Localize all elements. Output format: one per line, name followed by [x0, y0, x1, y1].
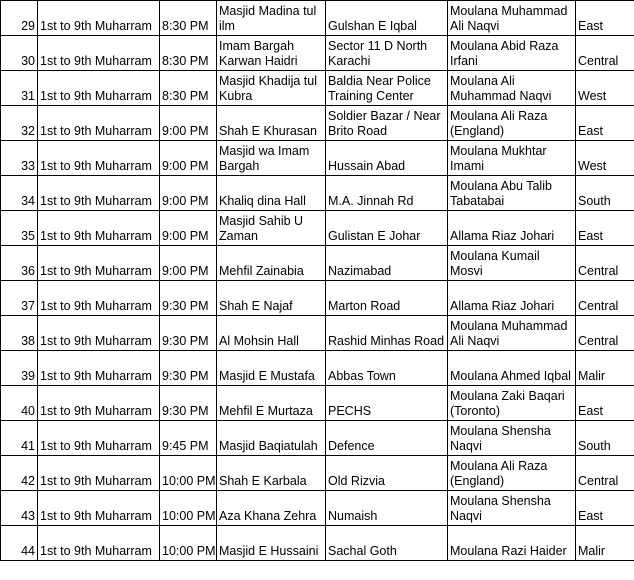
- table-row: [1, 1, 634, 36]
- zone-name: West: [576, 71, 634, 106]
- date-range: 1st to 9th Muharram: [38, 281, 160, 316]
- zone-name: Central: [576, 316, 634, 351]
- schedule-rows: [1, 1, 634, 561]
- serial-number: 44: [1, 526, 38, 561]
- speaker-name: Moulana Ali Muhammad Naqvi: [448, 71, 576, 106]
- speaker-name: Moulana Muhammad Ali Naqvi: [448, 1, 576, 36]
- table-row: [1, 386, 634, 421]
- table-row: [1, 316, 634, 351]
- venue-name: Aza Khana Zehra: [217, 491, 326, 526]
- table-row: [1, 421, 634, 456]
- table-row: [1, 351, 634, 386]
- venue-name: Shah E Karbala: [217, 456, 326, 491]
- date-range: 1st to 9th Muharram: [38, 386, 160, 421]
- start-time: 9:45 PM: [160, 421, 217, 456]
- start-time: 10:00 PM: [160, 526, 217, 561]
- table-row: [1, 281, 634, 316]
- date-range: 1st to 9th Muharram: [38, 36, 160, 71]
- area-name: Nazimabad: [326, 246, 448, 281]
- speaker-name: Moulana Abu Talib Tabatabai: [448, 176, 576, 211]
- venue-name: Masjid wa Imam Bargah: [217, 141, 326, 176]
- start-time: 10:00 PM: [160, 491, 217, 526]
- speaker-name: Moulana Kumail Mosvi: [448, 246, 576, 281]
- start-time: 8:30 PM: [160, 36, 217, 71]
- zone-name: East: [576, 1, 634, 36]
- zone-name: East: [576, 491, 634, 526]
- start-time: 9:30 PM: [160, 351, 217, 386]
- start-time: 9:00 PM: [160, 141, 217, 176]
- serial-number: 40: [1, 386, 38, 421]
- date-range: 1st to 9th Muharram: [38, 526, 160, 561]
- speaker-name: Moulana Shensha Naqvi: [448, 491, 576, 526]
- zone-name: Malir: [576, 351, 634, 386]
- area-name: Sachal Goth: [326, 526, 448, 561]
- venue-name: Masjid Madina tul ilm: [217, 1, 326, 36]
- serial-number: 29: [1, 1, 38, 36]
- venue-name: Masjid Khadija tul Kubra: [217, 71, 326, 106]
- date-range: 1st to 9th Muharram: [38, 491, 160, 526]
- start-time: 10:00 PM: [160, 456, 217, 491]
- area-name: Marton Road: [326, 281, 448, 316]
- speaker-name: Moulana Mukhtar Imami: [448, 141, 576, 176]
- venue-name: Shah E Najaf: [217, 281, 326, 316]
- area-name: Soldier Bazar / Near Brito Road: [326, 106, 448, 141]
- speaker-name: Moulana Ali Raza (England): [448, 106, 576, 141]
- venue-name: Mehfil E Murtaza: [217, 386, 326, 421]
- zone-name: Central: [576, 246, 634, 281]
- zone-name: South: [576, 421, 634, 456]
- serial-number: 31: [1, 71, 38, 106]
- serial-number: 33: [1, 141, 38, 176]
- area-name: Rashid Minhas Road: [326, 316, 448, 351]
- venue-name: Masjid E Hussaini: [217, 526, 326, 561]
- area-name: PECHS: [326, 386, 448, 421]
- date-range: 1st to 9th Muharram: [38, 246, 160, 281]
- zone-name: Central: [576, 281, 634, 316]
- zone-name: East: [576, 386, 634, 421]
- table-row: [1, 526, 634, 561]
- table-row: [1, 141, 634, 176]
- venue-name: Masjid E Mustafa: [217, 351, 326, 386]
- area-name: Gulistan E Johar: [326, 211, 448, 246]
- zone-name: Malir: [576, 526, 634, 561]
- table-row: [1, 246, 634, 281]
- date-range: 1st to 9th Muharram: [38, 106, 160, 141]
- venue-name: Imam Bargah Karwan Haidri: [217, 36, 326, 71]
- speaker-name: Allama Riaz Johari: [448, 211, 576, 246]
- venue-name: Masjid Sahib U Zaman: [217, 211, 326, 246]
- speaker-name: Moulana Muhammad Ali Naqvi: [448, 316, 576, 351]
- serial-number: 30: [1, 36, 38, 71]
- speaker-name: Moulana Razi Haider: [448, 526, 576, 561]
- serial-number: 36: [1, 246, 38, 281]
- table-row: [1, 176, 634, 211]
- start-time: 9:30 PM: [160, 281, 217, 316]
- start-time: 9:00 PM: [160, 176, 217, 211]
- venue-name: Masjid Baqiatulah: [217, 421, 326, 456]
- table-row: [1, 211, 634, 246]
- serial-number: 32: [1, 106, 38, 141]
- serial-number: 37: [1, 281, 38, 316]
- venue-name: Mehfil Zainabia: [217, 246, 326, 281]
- start-time: 9:00 PM: [160, 246, 217, 281]
- zone-name: Central: [576, 36, 634, 71]
- start-time: 9:30 PM: [160, 386, 217, 421]
- date-range: 1st to 9th Muharram: [38, 211, 160, 246]
- venue-name: Al Mohsin Hall: [217, 316, 326, 351]
- serial-number: 41: [1, 421, 38, 456]
- serial-number: 43: [1, 491, 38, 526]
- table-row: [1, 491, 634, 526]
- date-range: 1st to 9th Muharram: [38, 71, 160, 106]
- area-name: Defence: [326, 421, 448, 456]
- date-range: 1st to 9th Muharram: [38, 1, 160, 36]
- table-row: [1, 456, 634, 491]
- start-time: 8:30 PM: [160, 71, 217, 106]
- area-name: Baldia Near Police Training Center: [326, 71, 448, 106]
- area-name: M.A. Jinnah Rd: [326, 176, 448, 211]
- speaker-name: Moulana Abid Raza Irfani: [448, 36, 576, 71]
- speaker-name: Moulana Zaki Baqari (Toronto): [448, 386, 576, 421]
- speaker-name: Moulana Ahmed Iqbal: [448, 351, 576, 386]
- date-range: 1st to 9th Muharram: [38, 456, 160, 491]
- zone-name: Central: [576, 456, 634, 491]
- speaker-name: Moulana Shensha Naqvi: [448, 421, 576, 456]
- table-row: [1, 71, 634, 106]
- serial-number: 42: [1, 456, 38, 491]
- area-name: Abbas Town: [326, 351, 448, 386]
- zone-name: East: [576, 211, 634, 246]
- date-range: 1st to 9th Muharram: [38, 351, 160, 386]
- zone-name: South: [576, 176, 634, 211]
- date-range: 1st to 9th Muharram: [38, 141, 160, 176]
- serial-number: 35: [1, 211, 38, 246]
- start-time: 8:30 PM: [160, 1, 217, 36]
- area-name: Sector 11 D North Karachi: [326, 36, 448, 71]
- area-name: Hussain Abad: [326, 141, 448, 176]
- speaker-name: Moulana Ali Raza (England): [448, 456, 576, 491]
- date-range: 1st to 9th Muharram: [38, 176, 160, 211]
- serial-number: 39: [1, 351, 38, 386]
- start-time: 9:00 PM: [160, 211, 217, 246]
- date-range: 1st to 9th Muharram: [38, 421, 160, 456]
- area-name: Numaish: [326, 491, 448, 526]
- venue-name: Shah E Khurasan: [217, 106, 326, 141]
- date-range: 1st to 9th Muharram: [38, 316, 160, 351]
- speaker-name: Allama Riaz Johari: [448, 281, 576, 316]
- zone-name: West: [576, 141, 634, 176]
- zone-name: East: [576, 106, 634, 141]
- table-row: [1, 106, 634, 141]
- table-row: [1, 36, 634, 71]
- area-name: Gulshan E Iqbal: [326, 1, 448, 36]
- serial-number: 34: [1, 176, 38, 211]
- start-time: 9:30 PM: [160, 316, 217, 351]
- venue-name: Khaliq dina Hall: [217, 176, 326, 211]
- serial-number: 38: [1, 316, 38, 351]
- area-name: Old Rizvia: [326, 456, 448, 491]
- start-time: 9:00 PM: [160, 106, 217, 141]
